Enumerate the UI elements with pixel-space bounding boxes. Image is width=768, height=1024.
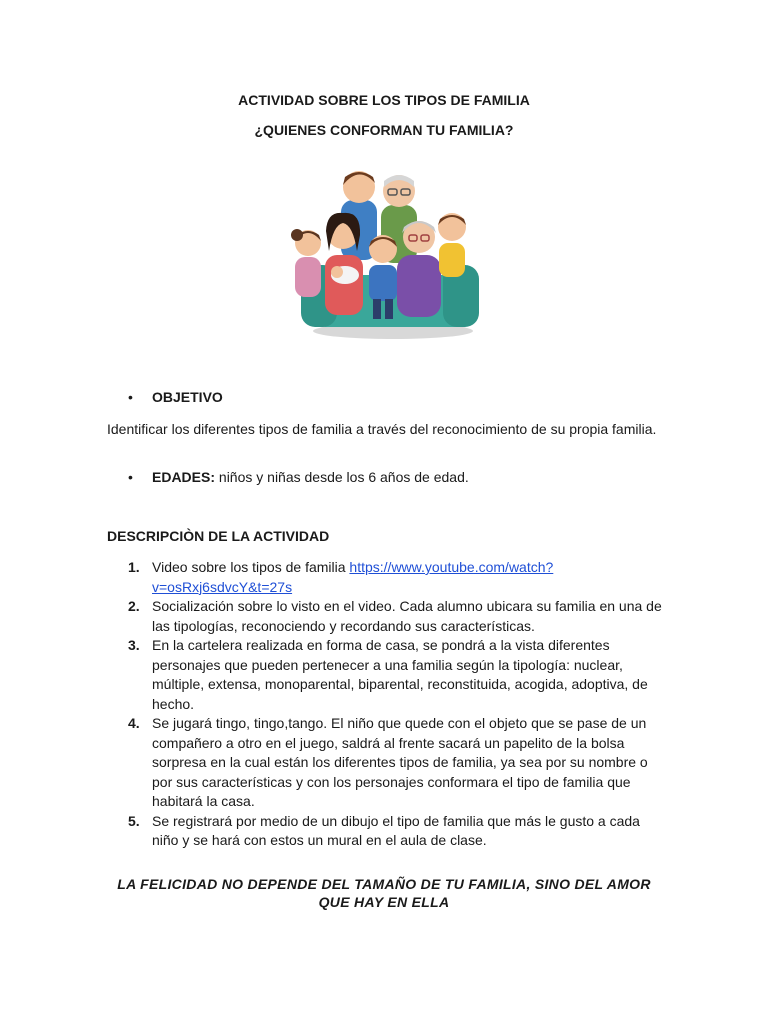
document-title: ACTIVIDAD SOBRE LOS TIPOS DE FAMILIA [238,92,530,108]
list-item [107,558,667,597]
ages-text: niños y niñas desde los 6 años de edad. [215,469,469,485]
family-illustration [283,165,498,345]
step-number: 4. [128,715,140,731]
step-number: 5. [128,812,140,829]
step-text: Se jugará tingo, tingo,tango. El niño que quede con el objeto que se pase de un compañero a otro en el juego, saldrá al frente sacará un papelito de la bolsa sorpresa en la cual están los diferentes tipos de familia, ya sea por su nombre o por sus características y con los personajes conformara el tipo de familia que habitará la casa. [152,715,648,809]
step-number: 2. [128,598,140,614]
step-number: 3. [128,637,140,653]
list-item [107,714,667,812]
list-item [107,636,667,714]
youtube-video-link[interactable]: https://www.youtube.com/watch?v=osRxj6sdvcY&t=27s [152,559,554,595]
document-subtitle: ¿QUIENES CONFORMAN TU FAMILIA? [254,122,514,138]
step-text: Socialización sobre lo visto en el video. Cada alumno ubicara su familia en una de las tipologías, reconociendo y recordando sus características. [152,598,662,634]
bullet-dot: • [128,389,133,405]
closing-quote: LA FELICIDAD NO DEPENDE DEL TAMAÑO DE TU FAMILIA, SINO DEL AMOR QUE HAY EN ELLA [117,876,651,910]
list-item [107,597,667,636]
section-title: DESCRIPCIÒN DE LA ACTIVIDAD [107,528,330,544]
ages-label: EDADES: [152,469,216,485]
bullet-dot: • [128,469,133,485]
list-item [107,812,667,851]
step-text: En la cartelera realizada en forma de casa, se pondrá a la vista diferentes personajes que pueden pertenecer a una familia según la tipología: nuclear, múltiple, extensa, monoparental, biparental, reconstituida, acogida, adoptiva, de hecho. [152,637,648,712]
step-text: Video sobre los tipos de familia [152,559,350,575]
activity-steps-list [107,558,667,851]
objective-label: OBJETIVO [152,389,223,405]
step-text: Se registrará por medio de un dibujo el tipo de familia que más le gusto a cada niño y se hará con estos un mural en el aula de clase. [152,812,640,848]
objective-text: Identificar los diferentes tipos de familia a través del reconocimiento de su propia familia. [107,421,657,437]
ages-line [152,469,469,485]
step-number: 1. [128,559,140,575]
